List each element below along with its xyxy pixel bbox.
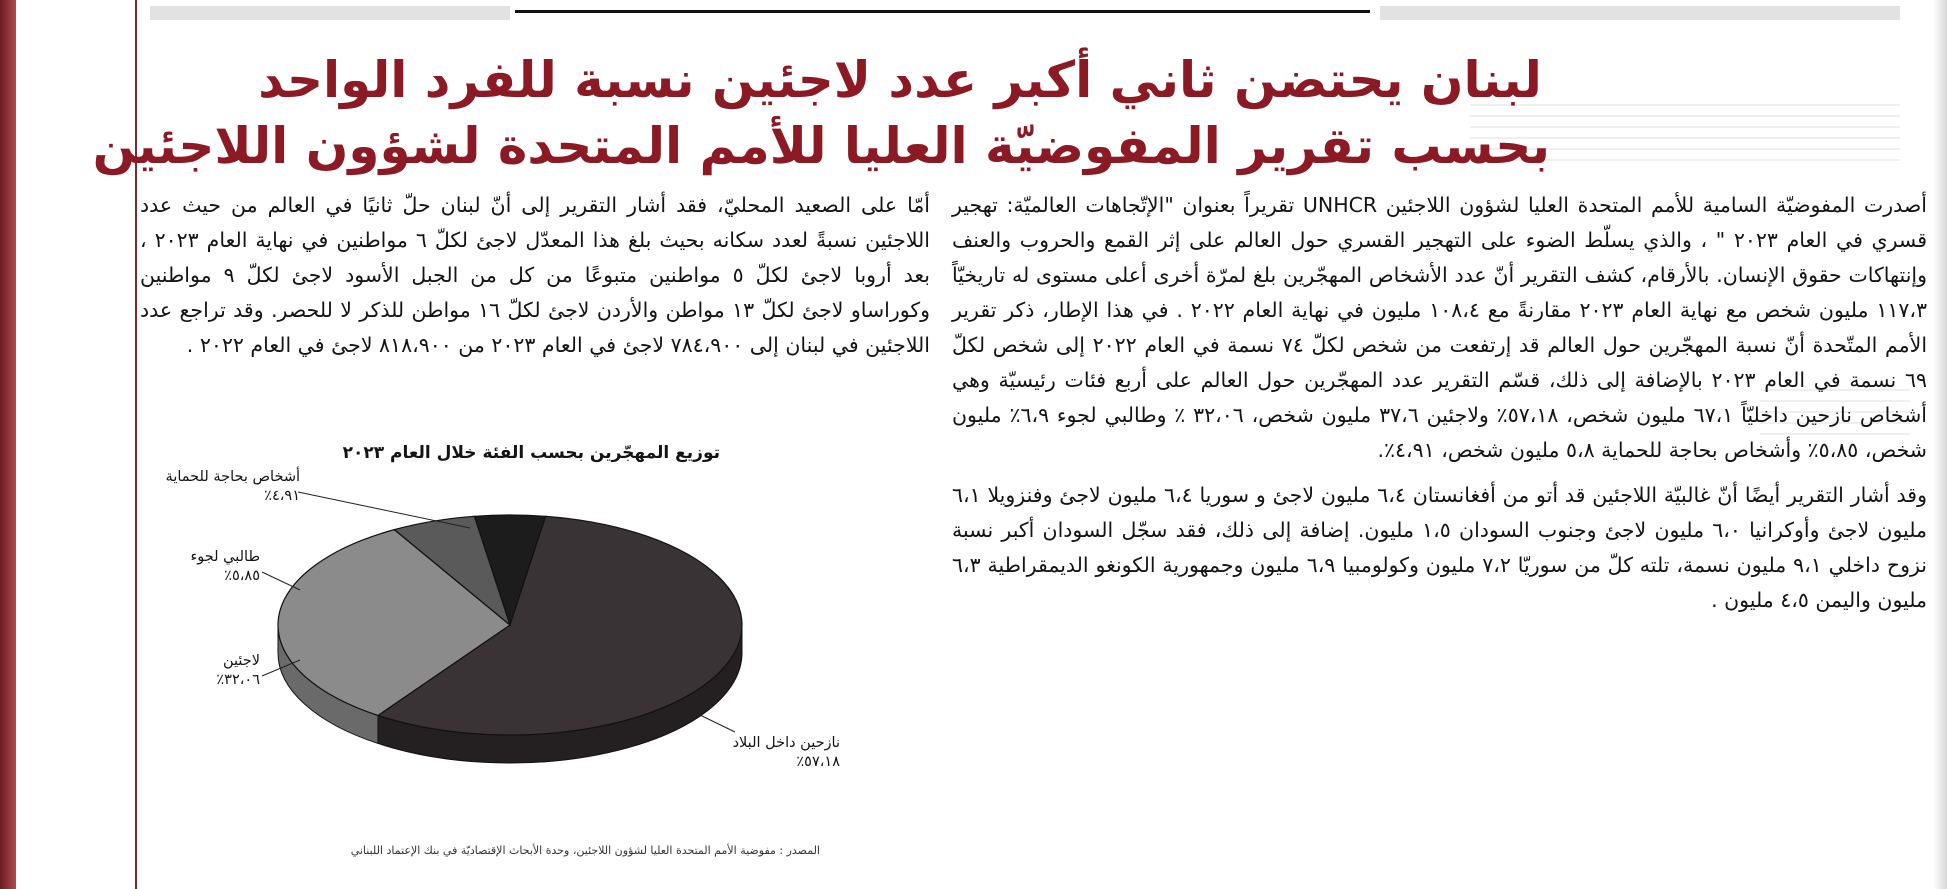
pie-label-value: ٥،٨٥٪ bbox=[224, 568, 260, 584]
pie-leader-line bbox=[262, 572, 300, 590]
article-paragraph: وقد أشار التقرير أيضًا أنّ غالبيّة اللاجئين قد أتو من أفغانستان ٦،٤ مليون لاجئ و سوريا ٦،٤ مليون لاجئ وفنزويلا ٦،١ مليون لاجئ وأوكرانيا ٦،٠ مليون لاجئ وجنوب السودان ١،٥ مليون. إضافة إلى ذلك، فقد سجّل السودان أكبر نسبة نزوح داخلي ٩،١ مليون نسمة، تلته كلّ من سوريّا ٧،٢ مليون وكولومبيا ٦،٩ مليون وجمهورية الكونغو الديمقراطية ٦،٣ مليون واليمن ٤،٥ مليون . bbox=[952, 483, 1927, 612]
pie-leader-line bbox=[700, 715, 735, 732]
pie-label-name: أشخاص بحاجة للحماية bbox=[165, 469, 300, 485]
pie-label-value: ٤،٩١٪ bbox=[264, 488, 300, 504]
pie-label-name: نازحين داخل البلاد bbox=[732, 735, 840, 751]
pie-label-refugees bbox=[160, 652, 260, 690]
headline-line-1: لبنان يحتضن ثاني أكبر عدد لاجئين نسبة للفرد الواحد bbox=[258, 51, 1542, 109]
article-paragraph: أصدرت المفوضيّة السامية للأمم المتحدة العليا لشؤون اللاجئين UNHCR تقريراً بعنوان "الإتّجاهات العالميّة: تهجير قسري في العام ٢٠٢٣ " ، والذي يسلّط الضوء على التهجير القسري حول العالم على إثر القمع والحروب والعنف وإنتهاكات حقوق الإنسان. بالأرقام، كشف التقرير أنّ عدد الأشخاص المهجّرين بلغ لمرّة أخرى أعلى مستوى له تاريخيّاً ١١٧،٣ مليون شخص مع نهاية العام ٢٠٢٣ مقارنةً مع ١٠٨،٤ مليون في نهاية العام ٢٠٢٢ . في هذا الإطار، ذكر تقرير الأمم المتّحدة أنّ نسبة المهجّرين حول العالم قد إرتفعت من شخص لكلّ ٧٤ نسمة في العام ٢٠٢٢ إلى شخص لكلّ ٦٩ نسمة في العام ٢٠٢٣ بالإضافة إلى ذلك، قسّم التقرير عدد المهجّرين حول العالم على أربع فئات رئيسيّة وهي أشخاص نازحين داخليّاً ٦٧،١ مليون شخص، ٥٧،١٨٪ ولاجئين ٣٧،٦ مليون شخص، ٣٢،٠٦ ٪ وطالبي لجوء ٦،٩٪ مليون شخص، ٥،٨٥٪ وأشخاص بحاجة للحماية ٥،٨ مليون شخص، ٤،٩١٪. bbox=[952, 193, 1928, 462]
pie-label-name: لاجئين bbox=[222, 653, 260, 669]
pie-leader-line bbox=[298, 492, 470, 528]
article-paragraph: أمّا على الصعيد المحليّ، فقد أشار التقرير إلى أنّ لبنان حلّ ثانيًا في العالم من حيث عدد اللاجئين نسبةً لعدد سكانه بحيث بلغ هذا المعدّل لاجئ لكلّ ٦ مواطنين في نهاية العام ٢٠٢٣ ، بعد أروبا لاجئ لكلّ ٥ مواطنين متبوعًا من كل من الجبل الأسود لاجئ لكلّ ٩ مواطنين وكوراساو لاجئ لكلّ ١٣ مواطن والأردن لاجئ لكلّ ١٦ مواطن للذكر لا للحصر. وقد تراجع عدد اللاجئين في لبنان إلى ٧٨٤،٩٠٠ لاجئ في العام ٢٠٢٣ من ٨١٨،٩٠٠ لاجئ في العام ٢٠٢٢ . bbox=[140, 193, 931, 357]
headline-line-2: بحسب تقرير المفوضيّة العليا للأمم المتحدة لشؤون اللاجئين bbox=[92, 117, 1550, 175]
pie-label-value: ٥٧،١٨٪ bbox=[796, 754, 840, 770]
chart-title: توزيع المهجّرين بحسب الفئة خلال العام ٢٠٢٣ bbox=[342, 443, 720, 463]
pie-label-idp bbox=[660, 734, 840, 772]
chart-source-note: المصدر : مفوضية الأمم المتحدة العليا لشؤون اللاجئين، وحدة الأبحاث الإقتصاديّة في بنك الإعتماد اللبناني bbox=[350, 844, 820, 857]
pie-label-value: ٣٢،٠٦٪ bbox=[216, 672, 260, 688]
pie-label-asylum bbox=[160, 548, 260, 586]
pie-label-protection bbox=[120, 468, 300, 506]
pie-label-name: طالبي لجوء bbox=[190, 549, 260, 565]
